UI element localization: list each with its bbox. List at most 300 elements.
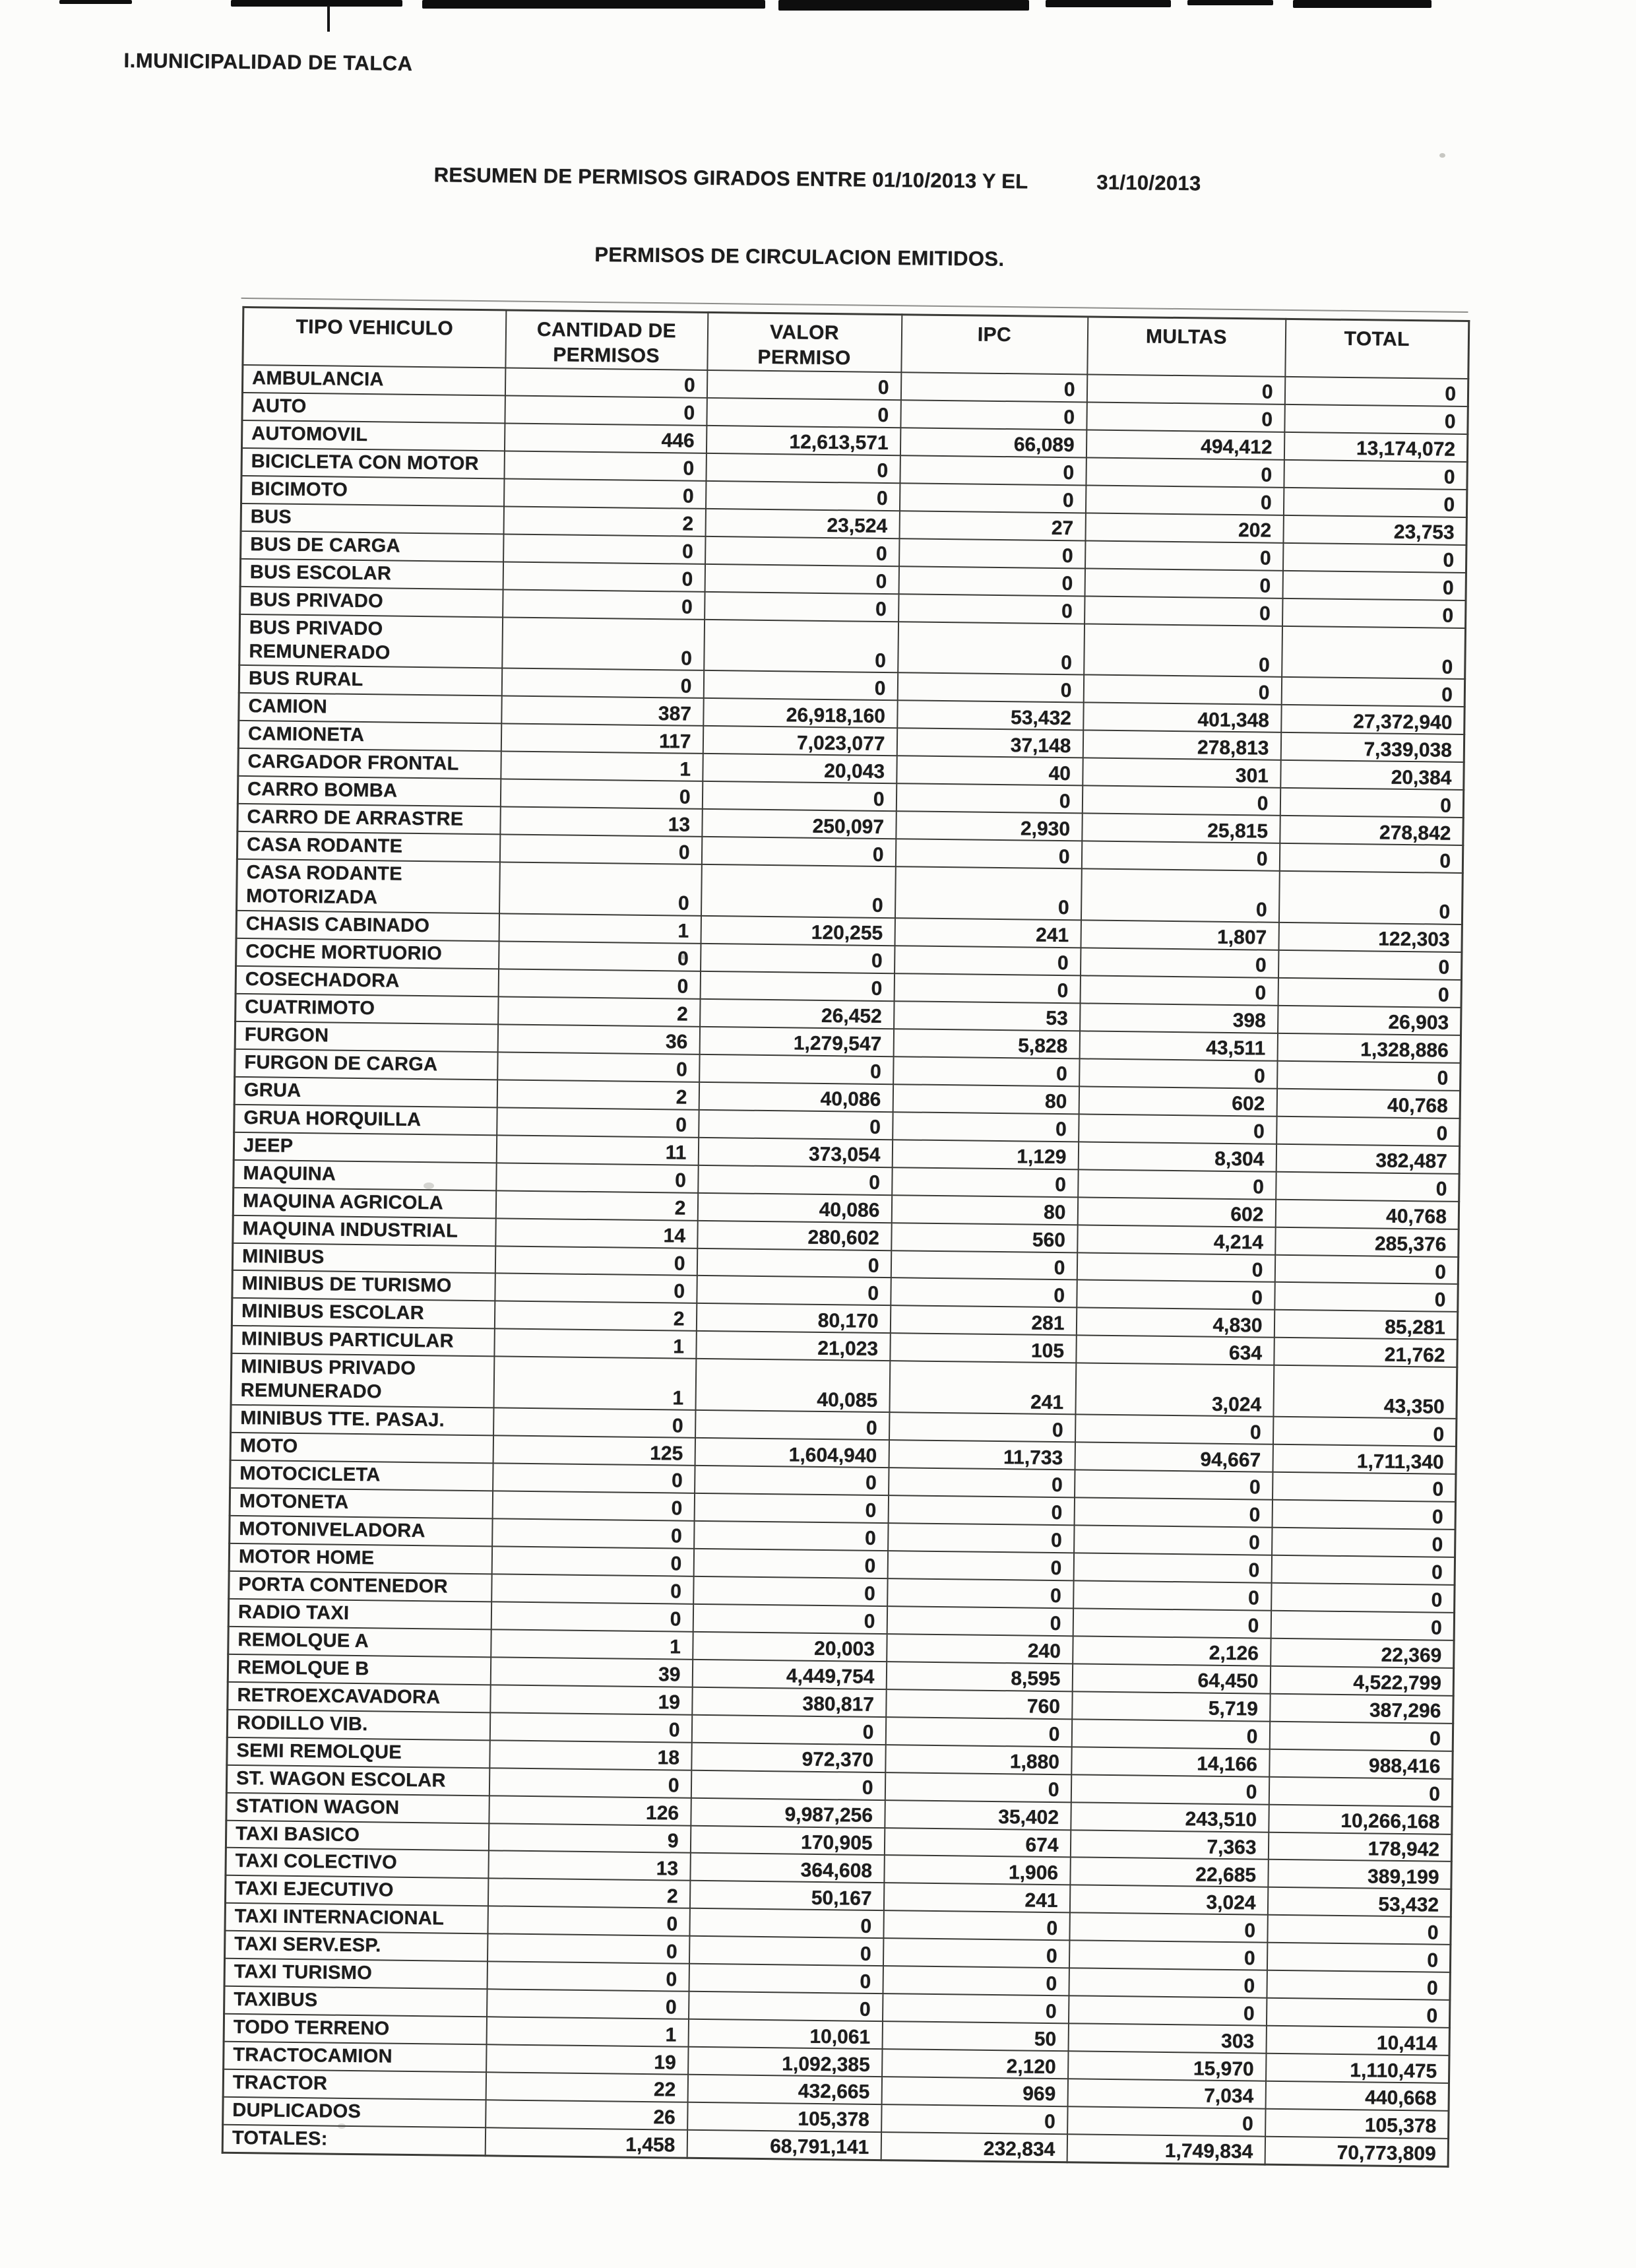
vehicle-type-cell: DUPLICADOS [223, 2097, 486, 2127]
cantidad-cell: 14 [495, 1218, 697, 1248]
total-cell: 0 [1273, 1472, 1456, 1502]
ipc-cell: 0 [888, 1495, 1074, 1525]
ipc-cell: 1,906 [884, 1856, 1070, 1885]
multas-cell: 43,511 [1079, 1031, 1277, 1060]
total-cell: 0 [1284, 377, 1468, 406]
total-cell: 0 [1266, 1998, 1449, 2028]
cantidad-cell: 0 [489, 1768, 691, 1798]
cantidad-cell: 0 [503, 589, 705, 619]
ipc-cell: 0 [883, 1910, 1069, 1940]
permits-table-body [222, 365, 1468, 2166]
multas-cell: 0 [1079, 1058, 1277, 1088]
vehicle-type-cell: TAXIBUS [224, 1986, 487, 2017]
total-cell: 0 [1284, 405, 1468, 434]
vehicle-type-cell: MOTOCICLETA [230, 1460, 493, 1491]
doc-title: RESUMEN DE PERMISOS GIRADOS ENTRE 01/10/2013 Y EL [433, 163, 1028, 193]
valor-cell: 0 [701, 837, 895, 866]
cantidad-cell: 0 [492, 1491, 694, 1520]
ipc-cell: 2,930 [896, 811, 1082, 841]
cantidad-cell: 0 [493, 1463, 695, 1493]
valor-cell: 432,665 [687, 2075, 881, 2104]
ipc-cell: 0 [900, 400, 1086, 430]
cantidad-cell: 446 [504, 423, 706, 453]
multas-cell: 0 [1068, 1996, 1266, 2026]
total-cell: 0 [1272, 1500, 1455, 1530]
cantidad-cell: 0 [487, 1934, 689, 1964]
vehicle-type-cell: AUTO [242, 393, 505, 423]
vehicle-type-cell: BUS [241, 503, 503, 534]
multas-cell: 0 [1086, 402, 1284, 432]
vehicle-type-cell: MINIBUS [232, 1243, 495, 1273]
total-cell: 43,350 [1273, 1365, 1457, 1419]
vehicle-type-cell: REMOLQUE A [228, 1627, 491, 1657]
valor-cell: 4,449,754 [692, 1660, 886, 1689]
valor-cell: 972,370 [691, 1742, 885, 1772]
vehicle-type-cell: TRACTOR [223, 2069, 486, 2100]
vehicle-type-cell: TAXI SERV.ESP. [225, 1931, 488, 1961]
valor-cell: 0 [707, 398, 900, 428]
multas-cell: 4,214 [1077, 1225, 1275, 1254]
column-header-total: TOTAL [1285, 319, 1469, 379]
cantidad-cell: 0 [495, 1246, 697, 1276]
cantidad-cell: 0 [491, 1574, 693, 1604]
vehicle-type-cell: CAMIONETA [238, 721, 501, 751]
vehicle-type-cell: FURGON DE CARGA [235, 1049, 497, 1080]
total-cell: 0 [1282, 543, 1466, 573]
multas-cell: 0 [1085, 485, 1283, 515]
vehicle-type-cell: FURGON [235, 1021, 497, 1052]
ipc-cell: 37,148 [897, 729, 1083, 758]
vehicle-type-cell: TODO TERRENO [224, 2014, 486, 2044]
total-cell: 0 [1279, 843, 1463, 873]
ipc-cell: 0 [895, 839, 1081, 868]
cantidad-cell: 0 [499, 941, 701, 971]
multas-cell: 0 [1067, 2106, 1265, 2136]
valor-cell: 9,987,256 [691, 1798, 885, 1827]
multas-cell: 8,304 [1078, 1142, 1276, 1171]
cantidad-cell: 13 [488, 1851, 690, 1881]
valor-cell: 21,023 [696, 1331, 890, 1361]
multas-cell: 278,813 [1083, 730, 1280, 760]
ipc-cell: 969 [881, 2077, 1067, 2106]
vehicle-type-cell: MINIBUS PARTICULAR [232, 1326, 494, 1356]
valor-cell: 40,085 [695, 1359, 890, 1412]
ipc-cell: 241 [883, 1883, 1069, 1913]
vehicle-type-cell: AUTOMOVIL [241, 420, 504, 451]
total-cell: 53,432 [1267, 1887, 1451, 1917]
cantidad-cell: 0 [492, 1518, 694, 1548]
total-cell: 22,369 [1271, 1638, 1454, 1668]
valor-cell: 80,170 [696, 1303, 890, 1333]
multas-cell: 0 [1077, 1252, 1274, 1282]
cantidad-cell: 2 [495, 1190, 697, 1220]
vehicle-type-cell: COCHE MORTUORIO [236, 938, 499, 969]
vehicle-type-cell: CARGADOR FRONTAL [238, 748, 501, 779]
ipc-cell: 0 [896, 784, 1082, 814]
ipc-cell: 66,089 [900, 428, 1086, 457]
column-header-cantidad-permisos: CANTIDAD DE PERMISOS [505, 310, 708, 370]
valor-cell: 20,043 [703, 754, 897, 783]
ipc-cell: 0 [895, 866, 1081, 920]
cantidad-cell: 19 [486, 2044, 688, 2074]
multas-cell: 401,348 [1083, 703, 1281, 732]
vehicle-type-cell: MOTO [230, 1433, 493, 1463]
total-cell: 0 [1272, 1528, 1455, 1557]
ipc-cell: 0 [899, 483, 1085, 513]
valor-cell: 280,602 [697, 1220, 891, 1250]
valor-cell: 50,167 [689, 1881, 883, 1910]
multas-cell: 0 [1074, 1497, 1272, 1527]
valor-cell: 1,604,940 [695, 1438, 889, 1468]
vehicle-type-cell: MINIBUS ESCOLAR [232, 1298, 494, 1328]
valor-cell: 0 [689, 1964, 883, 1993]
total-cell: 0 [1269, 1721, 1453, 1751]
multas-cell: 64,450 [1072, 1664, 1270, 1693]
ipc-cell: 232,834 [881, 2132, 1067, 2162]
cantidad-cell: 0 [497, 1107, 699, 1137]
ipc-cell: 0 [899, 538, 1085, 568]
cantidad-cell: 0 [505, 368, 707, 397]
valor-cell: 0 [691, 1770, 885, 1799]
multas-cell: 0 [1075, 1415, 1273, 1444]
cantidad-cell: 0 [504, 451, 706, 480]
cantidad-cell: 0 [489, 1712, 691, 1742]
vehicle-type-cell: MOTONIVELADORA [230, 1516, 492, 1546]
multas-cell: 602 [1079, 1086, 1276, 1116]
valor-cell: 0 [695, 1410, 889, 1440]
valor-cell: 0 [689, 1936, 883, 1966]
cantidad-cell: 2 [503, 506, 705, 536]
total-cell: 0 [1284, 460, 1467, 490]
vehicle-type-cell: MAQUINA [234, 1159, 496, 1190]
column-header-tipo-vehiculo: TIPO VEHICULO [243, 307, 506, 368]
total-cell: 0 [1273, 1417, 1456, 1446]
ipc-cell: 0 [894, 973, 1080, 1003]
cantidad-cell: 2 [498, 996, 700, 1026]
total-cell: 27,372,940 [1281, 705, 1464, 734]
multas-cell: 0 [1081, 869, 1279, 923]
ipc-cell: 0 [889, 1412, 1075, 1442]
multas-cell: 0 [1085, 540, 1283, 570]
valor-cell: 0 [693, 1604, 887, 1634]
vehicle-type-cell: AMBULANCIA [242, 365, 505, 395]
cantidad-cell: 1 [494, 1329, 696, 1359]
ipc-cell: 0 [892, 1167, 1078, 1197]
cantidad-cell: 1 [491, 1629, 693, 1659]
cantidad-cell: 0 [488, 1906, 689, 1936]
total-cell: 4,522,799 [1270, 1666, 1453, 1696]
ipc-cell: 0 [895, 946, 1081, 975]
total-cell: 0 [1280, 788, 1463, 818]
valor-cell: 0 [693, 1549, 887, 1578]
total-cell: 0 [1274, 1282, 1458, 1312]
valor-cell: 23,524 [705, 509, 899, 538]
valor-cell: 0 [689, 1992, 883, 2021]
ipc-cell: 8,595 [886, 1662, 1072, 1691]
scan-artifact [1293, 0, 1432, 8]
cantidad-cell: 2 [497, 1080, 699, 1109]
cantidad-cell: 0 [497, 1052, 699, 1082]
cantidad-cell: 1,458 [485, 2127, 687, 2158]
ipc-cell: 0 [881, 2104, 1067, 2134]
ipc-cell: 50 [882, 2021, 1068, 2051]
valor-cell: 250,097 [702, 809, 896, 839]
vehicle-type-cell: REMOLQUE B [228, 1654, 490, 1685]
vehicle-type-cell: TAXI BASICO [226, 1820, 488, 1850]
cantidad-cell: 0 [491, 1546, 693, 1576]
total-cell: 13,174,072 [1284, 432, 1467, 462]
total-cell: 0 [1278, 871, 1463, 924]
ipc-cell: 0 [887, 1551, 1073, 1580]
ipc-cell: 5,828 [893, 1029, 1079, 1058]
ipc-cell: 560 [891, 1223, 1077, 1252]
multas-cell: 0 [1081, 841, 1279, 871]
multas-cell: 0 [1069, 1941, 1267, 1970]
vehicle-type-cell: MAQUINA INDUSTRIAL [233, 1215, 495, 1245]
vehicle-type-cell: TAXI EJECUTIVO [225, 1875, 488, 1906]
ipc-cell: 2,120 [882, 2049, 1068, 2079]
multas-cell: 0 [1073, 1608, 1271, 1638]
vehicle-type-cell: MOTOR HOME [229, 1543, 491, 1574]
total-cell: 10,414 [1266, 2026, 1449, 2056]
permits-table [222, 306, 1470, 2168]
total-cell: 0 [1278, 950, 1461, 980]
multas-cell: 0 [1077, 1280, 1274, 1310]
valor-cell: 0 [694, 1493, 888, 1523]
cantidad-cell: 22 [486, 2072, 687, 2102]
valor-cell: 0 [704, 619, 898, 672]
ipc-cell: 281 [890, 1306, 1076, 1336]
total-cell: 70,773,809 [1265, 2137, 1448, 2167]
valor-cell: 380,817 [692, 1687, 886, 1717]
ipc-cell: 760 [886, 1689, 1072, 1719]
ipc-cell: 11,733 [889, 1440, 1075, 1470]
vehicle-type-cell: CARRO BOMBA [237, 776, 500, 806]
total-cell: 7,339,038 [1280, 732, 1464, 762]
org-name: I.MUNICIPALIDAD DE TALCA [123, 48, 413, 75]
valor-cell: 170,905 [690, 1825, 884, 1855]
total-cell: 0 [1282, 571, 1466, 600]
doc-title-date: 31/10/2013 [1096, 170, 1201, 195]
multas-cell: 0 [1082, 786, 1280, 816]
total-cell: 278,842 [1280, 816, 1463, 845]
multas-cell: 303 [1068, 2023, 1266, 2053]
ipc-cell: 105 [890, 1334, 1076, 1363]
ipc-cell: 0 [883, 1966, 1069, 1995]
scan-artifact [1187, 0, 1273, 5]
ipc-cell: 53 [894, 1001, 1080, 1031]
total-cell: 26,903 [1278, 1006, 1461, 1035]
valor-cell: 20,003 [693, 1632, 887, 1662]
vehicle-type-cell: MOTONETA [230, 1488, 492, 1518]
valor-cell: 0 [703, 670, 897, 700]
valor-cell: 26,918,160 [703, 698, 897, 728]
cantidad-cell: 0 [491, 1602, 693, 1631]
valor-cell: 0 [705, 536, 899, 566]
ipc-cell: 0 [889, 1468, 1075, 1497]
vehicle-type-cell: MAQUINA AGRICOLA [233, 1187, 495, 1217]
cantidad-cell: 0 [502, 617, 705, 670]
valor-cell: 0 [705, 564, 898, 594]
total-cell: 23,753 [1283, 515, 1466, 545]
cantidad-cell: 387 [501, 696, 703, 726]
ipc-cell: 1,129 [892, 1140, 1078, 1169]
multas-cell: 0 [1084, 624, 1282, 677]
vehicle-type-cell: BUS ESCOLAR [240, 559, 503, 589]
ipc-cell: 0 [893, 1056, 1079, 1086]
total-cell: 285,376 [1275, 1227, 1459, 1256]
cantidad-cell: 1 [499, 913, 701, 943]
multas-cell: 4,830 [1076, 1308, 1274, 1338]
total-cell: 0 [1276, 1117, 1460, 1146]
valor-cell: 0 [695, 1466, 889, 1495]
cantidad-cell: 1 [486, 2017, 688, 2046]
cantidad-cell: 13 [500, 807, 702, 837]
total-cell: 389,199 [1268, 1860, 1451, 1889]
total-cell: 20,384 [1280, 760, 1464, 790]
vehicle-type-cell: BUS PRIVADO [240, 587, 503, 617]
valor-cell: 364,608 [690, 1853, 884, 1883]
cantidad-cell: 0 [487, 1990, 689, 2019]
valor-cell: 0 [689, 1908, 883, 1938]
total-cell: 382,487 [1276, 1144, 1459, 1173]
ipc-cell: 1,880 [885, 1745, 1071, 1774]
ipc-cell: 53,432 [897, 701, 1083, 730]
column-header-multas: MULTAS [1087, 317, 1286, 377]
vehicle-type-cell: MINIBUS TTE. PASAJ. [231, 1405, 493, 1435]
total-cell: 0 [1283, 488, 1466, 517]
multas-cell: 301 [1083, 758, 1280, 788]
cantidad-cell: 0 [503, 562, 705, 591]
vehicle-type-cell: SEMI REMOLQUE [227, 1737, 489, 1767]
valor-cell: 0 [698, 1165, 892, 1194]
multas-cell: 0 [1080, 975, 1278, 1005]
cantidad-cell: 117 [501, 724, 703, 754]
ipc-cell: 0 [885, 1772, 1071, 1802]
cantidad-cell: 9 [488, 1823, 690, 1853]
total-cell: 0 [1271, 1611, 1454, 1640]
scan-artifact [1046, 0, 1171, 7]
ipc-cell: 241 [895, 918, 1081, 948]
valor-cell: 10,061 [688, 2019, 882, 2049]
ipc-cell: 240 [887, 1634, 1073, 1664]
valor-cell: 0 [705, 481, 899, 511]
vehicle-type-cell: MINIBUS PRIVADO REMUNERADO [231, 1353, 494, 1408]
cantidad-cell: 0 [499, 862, 702, 916]
ipc-cell: 0 [898, 566, 1085, 596]
cantidad-cell: 36 [497, 1024, 699, 1054]
ipc-cell: 80 [891, 1195, 1077, 1225]
vehicle-type-cell: CASA RODANTE MOTORIZADA [237, 859, 500, 913]
total-cell: 0 [1269, 1776, 1452, 1806]
multas-cell: 1,807 [1081, 920, 1278, 950]
multas-cell: 0 [1071, 1719, 1269, 1749]
cantidad-cell: 0 [504, 478, 706, 508]
cantidad-cell: 0 [499, 835, 701, 864]
valor-cell: 0 [700, 971, 894, 1001]
ipc-cell: 0 [885, 1717, 1071, 1747]
total-cell: 0 [1271, 1583, 1455, 1613]
vehicle-type-cell: ST. WAGON ESCOLAR [226, 1765, 489, 1795]
multas-cell: 0 [1073, 1580, 1271, 1610]
ipc-cell: 40 [897, 756, 1083, 786]
cantidad-cell: 0 [493, 1408, 695, 1438]
cantidad-cell: 2 [488, 1879, 689, 1908]
total-cell: 10,266,168 [1269, 1804, 1452, 1834]
ipc-cell: 0 [900, 372, 1086, 402]
total-cell: 122,303 [1278, 923, 1462, 952]
multas-cell: 14,166 [1071, 1747, 1269, 1776]
doc-title-line [433, 163, 1423, 198]
multas-cell: 0 [1075, 1470, 1273, 1499]
valor-cell: 0 [702, 781, 896, 811]
total-cell: 0 [1278, 978, 1461, 1008]
multas-cell: 0 [1086, 457, 1284, 487]
ipc-cell: 0 [898, 594, 1085, 624]
multas-cell: 0 [1074, 1525, 1272, 1555]
total-cell: 0 [1271, 1555, 1455, 1585]
multas-cell: 15,970 [1068, 2051, 1266, 2081]
multas-cell: 7,363 [1070, 1830, 1268, 1860]
cantidad-cell: 0 [498, 969, 700, 998]
valor-cell: 0 [693, 1576, 887, 1606]
ipc-cell: 0 [891, 1278, 1077, 1308]
multas-cell: 398 [1080, 1003, 1278, 1033]
multas-cell: 0 [1073, 1553, 1271, 1582]
total-cell: 387,296 [1270, 1693, 1453, 1723]
vehicle-type-cell: TOTALES: [222, 2125, 485, 2156]
vehicle-type-cell: RETROEXCAVADORA [228, 1682, 490, 1712]
vehicle-type-cell: CARRO DE ARRASTRE [237, 804, 500, 834]
cantidad-cell: 0 [501, 668, 703, 698]
total-cell: 0 [1281, 677, 1464, 707]
ipc-cell: 0 [888, 1523, 1074, 1553]
valor-cell: 0 [705, 592, 898, 622]
multas-cell: 1,749,834 [1067, 2134, 1265, 2164]
valor-cell: 105,378 [687, 2102, 881, 2132]
vehicle-type-cell: GRUA HORQUILLA [234, 1105, 497, 1135]
total-cell: 0 [1274, 1254, 1458, 1284]
cantidad-cell: 0 [500, 779, 702, 809]
vehicle-type-cell: BUS DE CARGA [241, 531, 503, 562]
multas-cell: 494,412 [1086, 430, 1284, 459]
vehicle-type-cell: MINIBUS DE TURISMO [232, 1270, 495, 1301]
valor-cell: 12,613,571 [706, 426, 900, 455]
total-cell: 0 [1267, 1970, 1450, 2000]
valor-cell: 0 [701, 864, 895, 918]
vehicle-type-cell: TRACTOCAMION [224, 2042, 486, 2072]
ipc-cell: 35,402 [885, 1800, 1071, 1830]
multas-cell: 2,126 [1073, 1636, 1271, 1666]
column-header-ipc: IPC [901, 315, 1088, 375]
column-header-valor-permiso: VALOR PERMISO [707, 312, 902, 372]
multas-cell: 0 [1085, 568, 1282, 598]
total-cell: 1,110,475 [1266, 2054, 1449, 2083]
multas-cell: 0 [1069, 1968, 1267, 1998]
multas-cell: 94,667 [1075, 1442, 1273, 1472]
ipc-cell: 0 [887, 1606, 1073, 1636]
vehicle-type-cell: TAXI COLECTIVO [226, 1848, 488, 1878]
multas-cell: 0 [1069, 1913, 1267, 1943]
total-cell: 0 [1276, 1171, 1459, 1201]
valor-cell: 1,092,385 [688, 2047, 882, 2077]
total-cell: 105,378 [1265, 2109, 1449, 2139]
ipc-cell: 0 [891, 1250, 1077, 1280]
total-cell: 40,768 [1276, 1089, 1460, 1118]
ipc-cell: 0 [883, 1938, 1069, 1968]
vehicle-type-cell: BUS PRIVADO REMUNERADO [239, 614, 503, 668]
multas-cell: 0 [1079, 1114, 1276, 1144]
